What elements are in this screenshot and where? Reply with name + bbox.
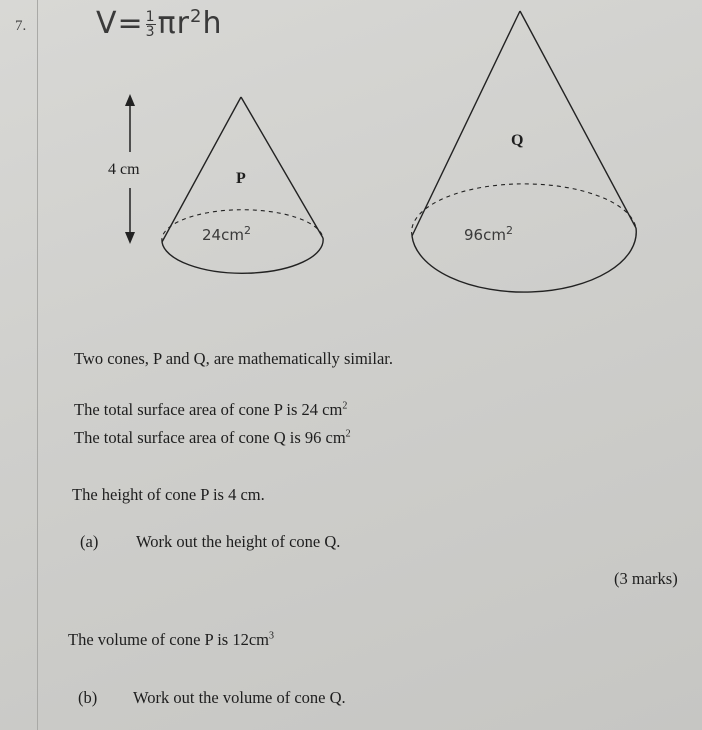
cone-q-area-handwritten [464, 224, 513, 244]
formula-rest: πr [157, 6, 190, 41]
formula-lhs: V= [96, 6, 144, 41]
formula-exp: 2 [190, 6, 203, 27]
question-number: 7. [15, 18, 27, 34]
cone-q-area-exp: 2 [505, 224, 513, 237]
area-q-main: The total surface area of cone Q is 96 cm [74, 428, 346, 447]
formula-tail: h [202, 6, 223, 41]
formula-frac-num: 1 [145, 9, 156, 25]
area-p-main: The total surface area of cone P is 24 cm [74, 400, 343, 419]
area-q-exp: 2 [345, 428, 351, 440]
intro-text: Two cones, P and Q, are mathematically similar. [74, 349, 393, 368]
cone-p-area-exp: 2 [243, 224, 251, 237]
part-a-marks: (3 marks) [614, 569, 678, 588]
formula-frac-den: 3 [145, 24, 156, 40]
height-p-text: The height of cone P is 4 cm. [72, 485, 265, 504]
cone-q [412, 11, 637, 292]
cone-p-area-text: 24cm [202, 226, 244, 244]
area-p-text [74, 400, 347, 420]
volume-p-main: The volume of cone P is 12cm [68, 630, 270, 649]
part-b-question: Work out the volume of cone Q. [133, 688, 346, 707]
cone-p-height-label: 4 cm [108, 161, 140, 178]
cone-q-label: Q [511, 132, 524, 149]
part-a-question: Work out the height of cone Q. [136, 532, 341, 551]
volume-p-exp: 3 [269, 630, 275, 642]
area-q-text [74, 428, 351, 448]
area-p-exp: 2 [342, 400, 348, 412]
part-a-label: (a) [80, 532, 99, 551]
cone-p-label: P [236, 170, 246, 187]
volume-p-text [68, 630, 274, 650]
cone-p-area-handwritten [202, 224, 251, 244]
part-b-label: (b) [78, 688, 98, 707]
cone-q-area-text: 96cm [464, 226, 506, 244]
